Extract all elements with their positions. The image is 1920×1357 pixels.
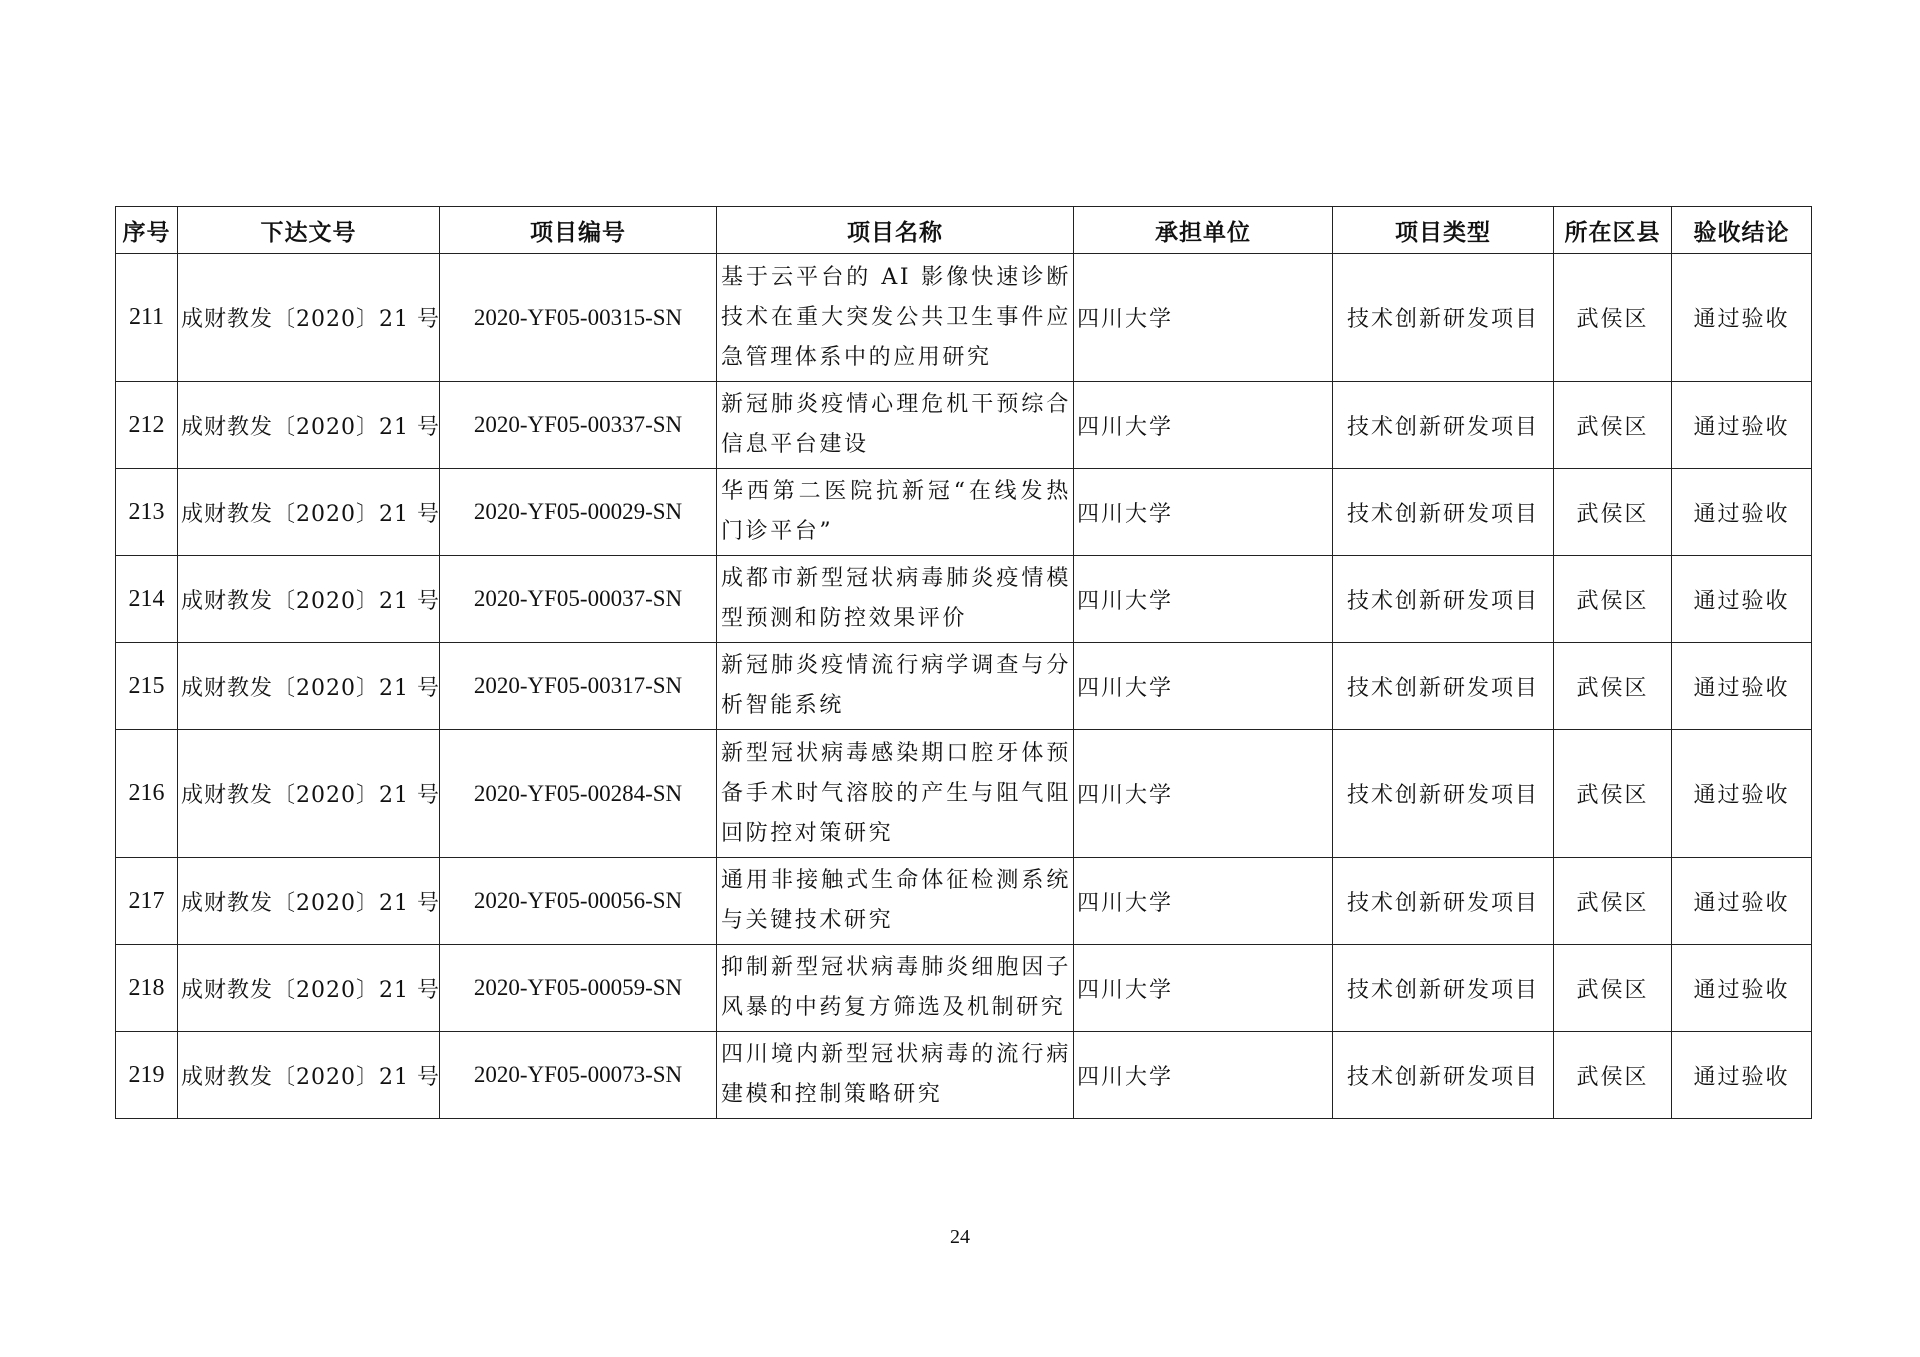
cell-district: 武侯区 (1554, 254, 1672, 382)
cell-doc-no: 成财教发〔2020〕21 号 (178, 730, 440, 858)
cell-project-name: 通用非接触式生命体征检测系统与关键技术研究 (717, 858, 1074, 945)
cell-project-name: 新冠肺炎疫情流行病学调查与分析智能系统 (717, 643, 1074, 730)
cell-result: 通过验收 (1672, 469, 1812, 556)
table-row (116, 556, 1812, 643)
table-header (116, 207, 1812, 254)
cell-unit: 四川大学 (1074, 254, 1333, 382)
cell-unit: 四川大学 (1074, 382, 1333, 469)
header-district: 所在区县 (1554, 207, 1672, 254)
header-project-name: 项目名称 (717, 207, 1074, 254)
table-row (116, 730, 1812, 858)
cell-unit: 四川大学 (1074, 730, 1333, 858)
cell-index: 218 (116, 945, 178, 1032)
cell-district: 武侯区 (1554, 730, 1672, 858)
cell-project-type: 技术创新研发项目 (1333, 858, 1554, 945)
cell-unit: 四川大学 (1074, 945, 1333, 1032)
cell-project-type: 技术创新研发项目 (1333, 556, 1554, 643)
cell-doc-no: 成财教发〔2020〕21 号 (178, 858, 440, 945)
cell-doc-no: 成财教发〔2020〕21 号 (178, 254, 440, 382)
cell-index: 214 (116, 556, 178, 643)
cell-district: 武侯区 (1554, 469, 1672, 556)
header-unit: 承担单位 (1074, 207, 1333, 254)
cell-project-name: 新冠肺炎疫情心理危机干预综合信息平台建设 (717, 382, 1074, 469)
cell-result: 通过验收 (1672, 382, 1812, 469)
cell-index: 219 (116, 1032, 178, 1119)
cell-project-name: 华西第二医院抗新冠“在线发热门诊平台” (717, 469, 1074, 556)
cell-project-code: 2020-YF05-00037-SN (440, 556, 717, 643)
header-project-type: 项目类型 (1333, 207, 1554, 254)
cell-district: 武侯区 (1554, 858, 1672, 945)
page-number: 24 (950, 1226, 970, 1248)
cell-project-name: 成都市新型冠状病毒肺炎疫情模型预测和防控效果评价 (717, 556, 1074, 643)
cell-doc-no: 成财教发〔2020〕21 号 (178, 556, 440, 643)
cell-project-name: 新型冠状病毒感染期口腔牙体预备手术时气溶胶的产生与阻气阻回防控对策研究 (717, 730, 1074, 858)
cell-index: 215 (116, 643, 178, 730)
cell-result: 通过验收 (1672, 643, 1812, 730)
cell-project-name: 抑制新型冠状病毒肺炎细胞因子风暴的中药复方筛选及机制研究 (717, 945, 1074, 1032)
cell-unit: 四川大学 (1074, 858, 1333, 945)
cell-index: 217 (116, 858, 178, 945)
cell-doc-no: 成财教发〔2020〕21 号 (178, 469, 440, 556)
table-row (116, 858, 1812, 945)
cell-doc-no: 成财教发〔2020〕21 号 (178, 382, 440, 469)
header-result: 验收结论 (1672, 207, 1812, 254)
cell-project-type: 技术创新研发项目 (1333, 1032, 1554, 1119)
cell-project-code: 2020-YF05-00073-SN (440, 1032, 717, 1119)
table-row (116, 254, 1812, 382)
cell-project-code: 2020-YF05-00029-SN (440, 469, 717, 556)
cell-project-code: 2020-YF05-00317-SN (440, 643, 717, 730)
cell-unit: 四川大学 (1074, 556, 1333, 643)
table-row (116, 469, 1812, 556)
cell-district: 武侯区 (1554, 556, 1672, 643)
cell-result: 通过验收 (1672, 254, 1812, 382)
cell-district: 武侯区 (1554, 643, 1672, 730)
table-row (116, 382, 1812, 469)
cell-project-type: 技术创新研发项目 (1333, 643, 1554, 730)
cell-result: 通过验收 (1672, 945, 1812, 1032)
project-acceptance-table-container (115, 206, 1811, 1119)
table-row (116, 945, 1812, 1032)
cell-index: 216 (116, 730, 178, 858)
cell-project-type: 技术创新研发项目 (1333, 254, 1554, 382)
cell-doc-no: 成财教发〔2020〕21 号 (178, 643, 440, 730)
header-index: 序号 (116, 207, 178, 254)
cell-result: 通过验收 (1672, 1032, 1812, 1119)
cell-project-code: 2020-YF05-00315-SN (440, 254, 717, 382)
cell-project-name: 基于云平台的 AI 影像快速诊断技术在重大突发公共卫生事件应急管理体系中的应用研究 (717, 254, 1074, 382)
table-row (116, 1032, 1812, 1119)
header-doc-no: 下达文号 (178, 207, 440, 254)
cell-unit: 四川大学 (1074, 469, 1333, 556)
table-body (116, 254, 1812, 1119)
cell-doc-no: 成财教发〔2020〕21 号 (178, 1032, 440, 1119)
cell-project-code: 2020-YF05-00059-SN (440, 945, 717, 1032)
cell-unit: 四川大学 (1074, 643, 1333, 730)
cell-project-type: 技术创新研发项目 (1333, 730, 1554, 858)
cell-district: 武侯区 (1554, 382, 1672, 469)
cell-result: 通过验收 (1672, 730, 1812, 858)
cell-result: 通过验收 (1672, 556, 1812, 643)
header-project-code: 项目编号 (440, 207, 717, 254)
cell-project-type: 技术创新研发项目 (1333, 945, 1554, 1032)
cell-index: 212 (116, 382, 178, 469)
cell-project-code: 2020-YF05-00337-SN (440, 382, 717, 469)
cell-project-code: 2020-YF05-00284-SN (440, 730, 717, 858)
cell-project-name: 四川境内新型冠状病毒的流行病建模和控制策略研究 (717, 1032, 1074, 1119)
cell-project-type: 技术创新研发项目 (1333, 469, 1554, 556)
header-row (116, 207, 1812, 254)
table-row (116, 643, 1812, 730)
project-acceptance-table (115, 206, 1812, 1119)
cell-index: 213 (116, 469, 178, 556)
cell-district: 武侯区 (1554, 945, 1672, 1032)
cell-project-code: 2020-YF05-00056-SN (440, 858, 717, 945)
cell-project-type: 技术创新研发项目 (1333, 382, 1554, 469)
cell-index: 211 (116, 254, 178, 382)
cell-district: 武侯区 (1554, 1032, 1672, 1119)
cell-doc-no: 成财教发〔2020〕21 号 (178, 945, 440, 1032)
cell-result: 通过验收 (1672, 858, 1812, 945)
cell-unit: 四川大学 (1074, 1032, 1333, 1119)
